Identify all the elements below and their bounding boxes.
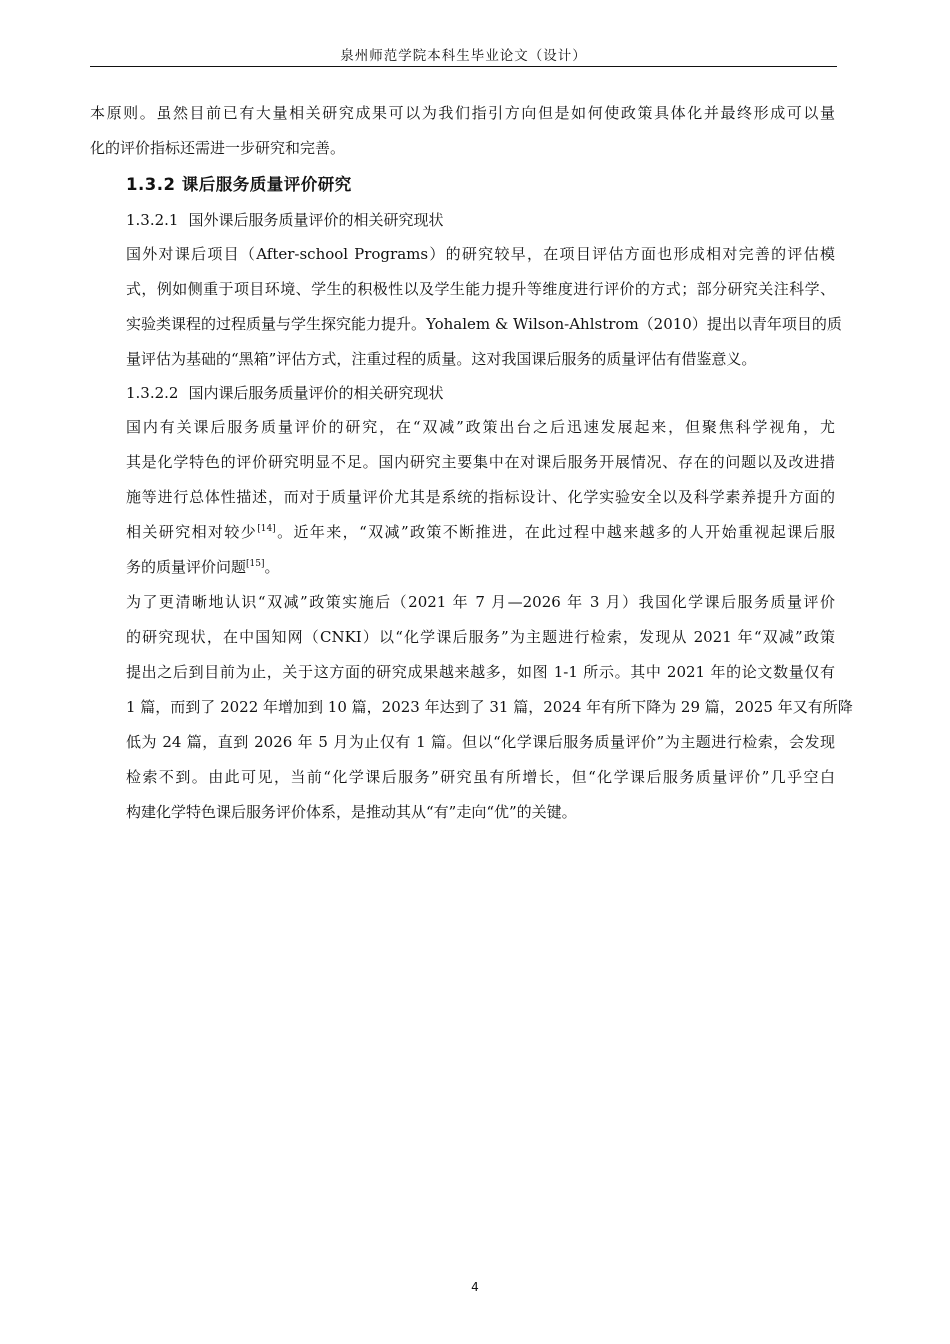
text-fragment: 。近年来，“双减”政策不断推进，在此过程中越来越多的人开始重视起课后服: [275, 523, 835, 541]
page-number: 4: [471, 1280, 479, 1294]
text-line: 量评估为基础的“黑箱”评估方式，注重过程的质量。这对我国课后服务的质量评估有借鉴意义。: [126, 350, 757, 368]
subsection-title: 国外课后服务质量评价的相关研究现状: [188, 211, 444, 229]
document-body: [90, 96, 853, 830]
text-line: [90, 550, 835, 585]
text-line: 1 篇，而到了 2022 年增加到 10 篇，2023 年达到了 31 篇，2024 年有所下降为 29 篇，2025 年又有所降: [126, 698, 853, 716]
page-header-title: 泉州师范学院本科生毕业论文（设计）: [340, 48, 587, 64]
header-divider: [90, 66, 837, 67]
text-fragment: 。: [264, 558, 280, 576]
section-heading-1-3-2: 1.3.2 课后服务质量评价研究: [126, 175, 352, 194]
subsection-heading-1-3-2-2: [90, 377, 835, 410]
text-line: 构建化学特色课后服务评价体系，是推动其从“有”走向“优”的关键。: [126, 803, 577, 821]
citation-ref-15: [15]: [246, 559, 265, 569]
text-fragment: 相关研究相对较少: [126, 523, 258, 541]
subsection-heading-1-3-2-1: [90, 204, 835, 237]
subsection-title: 国内课后服务质量评价的相关研究现状: [188, 384, 444, 402]
paragraph-continuation: [90, 96, 835, 166]
text-line: 为了更清晰地认识“双减”政策实施后（2021 年 7 月—2026 年 3 月）我国化学课后服务质量评价: [126, 593, 835, 611]
text-line: [90, 515, 835, 550]
paragraph-domestic-research: [90, 410, 835, 585]
paragraph-cnki-statistics: [90, 585, 853, 830]
subsection-number: 1.3.2.1: [126, 211, 179, 229]
text-line: 的研究现状，在中国知网（CNKI）以“化学课后服务”为主题进行检索，发现从 2021 年“双减”政策: [126, 628, 835, 646]
text-fragment: 务的质量评价问题: [126, 558, 247, 576]
subsection-number: 1.3.2.2: [126, 384, 179, 402]
paragraph-foreign-research: [90, 237, 842, 377]
text-line: 低为 24 篇，直到 2026 年 5 月为止仅有 1 篇。但以“化学课后服务质量评价”为主题进行检索，会发现: [126, 733, 835, 751]
text-line: 施等进行总体性描述，而对于质量评价尤其是系统的指标设计、化学实验安全以及科学素养提升方面的: [126, 488, 835, 506]
text-line: 国外对课后项目（After-school Programs）的研究较早，在项目评估方面也形成相对完善的评估模: [126, 245, 835, 263]
citation-ref-14: [14]: [257, 524, 276, 534]
text-line: 式，例如侧重于项目环境、学生的积极性以及学生能力提升等维度进行评价的方式；部分研究关注科学、: [126, 280, 835, 298]
text-line: 其是化学特色的评价研究明显不足。国内研究主要集中在对课后服务开展情况、存在的问题以及改进措: [126, 453, 835, 471]
text-line: 提出之后到目前为止，关于这方面的研究成果越来越多，如图 1-1 所示。其中 2021 年的论文数量仅有: [126, 663, 835, 681]
text-line: 化的评价指标还需进一步研究和完善。: [90, 139, 346, 157]
text-line: 国内有关课后服务质量评价的研究，在“双减”政策出台之后迅速发展起来，但聚焦科学视角，尤: [126, 418, 835, 436]
text-line: 检索不到。由此可见，当前“化学课后服务”研究虽有所增长，但“化学课后服务质量评价”几乎空白: [126, 768, 835, 786]
text-line: 本原则。虽然目前已有大量相关研究成果可以为我们指引方向但是如何使政策具体化并最终形成可以量: [90, 104, 835, 122]
text-line: 实验类课程的过程质量与学生探究能力提升。Yohalem & Wilson-Ahlstrom（2010）提出以青年项目的质: [126, 315, 842, 333]
